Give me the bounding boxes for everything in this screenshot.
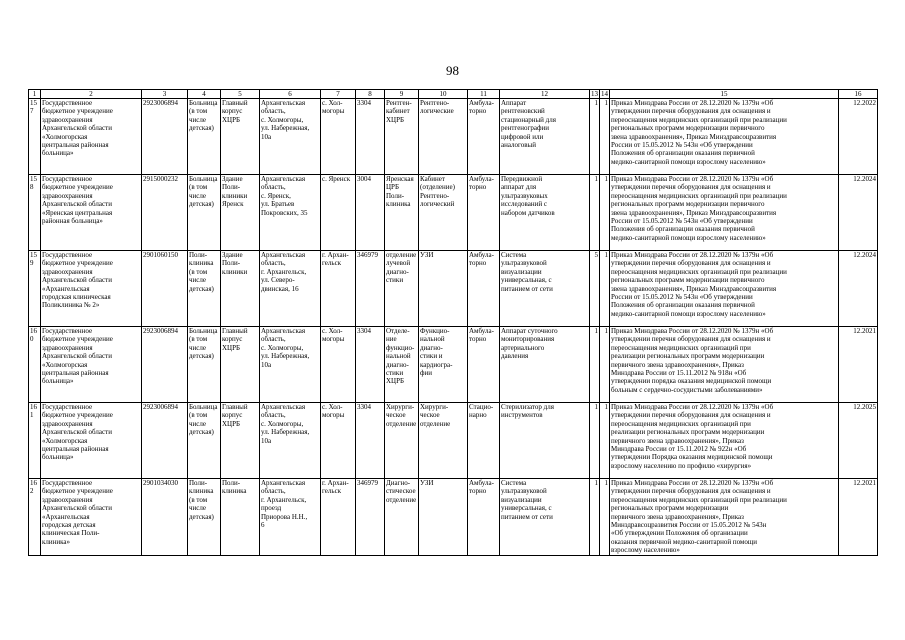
- row-number: 158: [29, 175, 41, 251]
- legal-basis: Приказ Минздрава России от 28.12.2020 № 1379н «Об утверждении перечня оборудования для оснащения и переоснащения медицинских организаций при реализации региональных программ модернизации первичного звена здравоохранения», Приказ Минздравсоцразвития России от 15.05.2012 № 543н «Об утверждении Положения об организации оказания первичной медико-санитарной помощи взрослому населению»: [610, 479, 839, 556]
- row-number: 157: [29, 99, 41, 175]
- care-conditions: Амбула- торно: [468, 479, 500, 556]
- organization-name: Государственное бюджетное учреждение здравоохранения Архангельской области «Холмогорская центральная районная больница»: [41, 99, 142, 175]
- organization-name: Государственное бюджетное учреждение здравоохранения Архангельской области «Архангельская городская детская клиническая Поли- клиника»: [41, 479, 142, 556]
- locality: с. Хол- могоры: [321, 403, 356, 479]
- quantity-a: 5: [590, 251, 600, 327]
- facility-type: Поли- клиника (в том числе детская): [188, 479, 221, 556]
- completion-date: 12.2024: [839, 251, 878, 327]
- equipment-name: Система ультразвуковой визуализации универсальная, с питанием от сети: [500, 479, 590, 556]
- address: Архангельская область, с. Холмогоры, ул. Набережная, 10а: [260, 327, 321, 403]
- department: Рентген- кабинет ХЦРБ: [385, 99, 419, 175]
- table-row: [29, 251, 878, 327]
- building-name: Здание Поли- клиники: [221, 251, 260, 327]
- column-number: 11: [468, 90, 500, 99]
- facility-type: Больница (в том числе детская): [188, 175, 221, 251]
- care-conditions: Амбула- торно: [468, 327, 500, 403]
- column-number: 5: [221, 90, 260, 99]
- column-number: 3: [142, 90, 188, 99]
- inn-code: 2923006894: [142, 403, 188, 479]
- table-row: [29, 403, 878, 479]
- column-number: 2: [41, 90, 142, 99]
- organization-name: Государственное бюджетное учреждение здравоохранения Архангельской области «Яренская центральная районная больница»: [41, 175, 142, 251]
- organization-name: Государственное бюджетное учреждение здравоохранения Архангельской области «Холмогорская центральная районная больница»: [41, 327, 142, 403]
- care-conditions: Амбула- торно: [468, 251, 500, 327]
- column-number: 7: [321, 90, 356, 99]
- equipment-name: Аппарат рентгеновский стационарный для рентгенографии цифровой или аналоговый: [500, 99, 590, 175]
- table-row: [29, 175, 878, 251]
- oktmo-code: 3304: [356, 99, 385, 175]
- table-rows: [29, 99, 878, 556]
- column-number: 1: [29, 90, 41, 99]
- equipment-name: Стерилизатор для инструментов: [500, 403, 590, 479]
- oktmo-code: 346979: [356, 479, 385, 556]
- building-name: Главный корпус ХЦРБ: [221, 403, 260, 479]
- quantity-b: 1: [600, 403, 610, 479]
- row-number: 160: [29, 327, 41, 403]
- quantity-b: 1: [600, 479, 610, 556]
- completion-date: 12.2022: [839, 99, 878, 175]
- quantity-a: 1: [590, 479, 600, 556]
- table-row: [29, 479, 878, 556]
- address: Архангельская область, с. Холмогоры, ул. Набережная, 10а: [260, 99, 321, 175]
- equipment-registry-table: [28, 89, 878, 556]
- completion-date: 12.2021: [839, 327, 878, 403]
- locality: г. Архан- гельск: [321, 251, 356, 327]
- legal-basis: Приказ Минздрава России от 28.12.2020 № 1379н «Об утверждении перечня оборудования для оснащения и переоснащения медицинских организаций при реализации региональных программ модернизации первичного звена здравоохранения», Приказ Минздравсоцразвития России от 15.05.2012 № 543н «Об утверждении Положения об организации оказания первичной медико-санитарной помощи взрослому населению»: [610, 251, 839, 327]
- equipment-name: Аппарат суточного мониторирования артериального давления: [500, 327, 590, 403]
- column-number: 9: [385, 90, 419, 99]
- row-number: 162: [29, 479, 41, 556]
- quantity-b: 1: [600, 175, 610, 251]
- quantity-b: 1: [600, 327, 610, 403]
- facility-type: Больница (в том числе детская): [188, 327, 221, 403]
- profile: Рентгено- логические: [419, 99, 468, 175]
- locality: с. Хол- могоры: [321, 99, 356, 175]
- care-conditions: Амбула- торно: [468, 99, 500, 175]
- address: Архангельская область, г. Архангельск, ул. Северо- двинская, 16: [260, 251, 321, 327]
- facility-type: Больница (в том числе детская): [188, 99, 221, 175]
- quantity-a: 1: [590, 175, 600, 251]
- oktmo-code: 3304: [356, 327, 385, 403]
- department: Яренская ЦРБ Поли- клиника: [385, 175, 419, 251]
- facility-type: Больница (в том числе детская): [188, 403, 221, 479]
- completion-date: 12.2024: [839, 175, 878, 251]
- profile: Хирурги- ческое отделение: [419, 403, 468, 479]
- building-name: Главный корпус ХЦРБ: [221, 327, 260, 403]
- legal-basis: Приказ Минздрава России от 28.12.2020 № 1379н «Об утверждении перечня оборудования для оснащения и переоснащения медицинских организаций при реализации региональных программ модернизации первичного звена здравоохранения», Приказ Минздрава России от 15.11.2012 № 922н «Об утверждении Порядка оказания медицинской помощи взрослому населению по профилю «хирургия»: [610, 403, 839, 479]
- column-number: 6: [260, 90, 321, 99]
- equipment-name: Система ультразвуковой визуализации универсальная, с питанием от сети: [500, 251, 590, 327]
- column-number: 10: [419, 90, 468, 99]
- profile: Функцио- нальной диагно- стики и кардиогра- фии: [419, 327, 468, 403]
- row-number: 159: [29, 251, 41, 327]
- organization-name: Государственное бюджетное учреждение здравоохранения Архангельской области «Холмогорская центральная районная больница»: [41, 403, 142, 479]
- locality: с. Хол- могоры: [321, 327, 356, 403]
- quantity-a: 1: [590, 403, 600, 479]
- oktmo-code: 3304: [356, 403, 385, 479]
- legal-basis: Приказ Минздрава России от 28.12.2020 № 1379н «Об утверждении перечня оборудования для оснащения и переоснащения медицинских организаций при реализации региональных программ модернизации первичного звена здравоохранения», Приказ Минздравсоцразвития России от 15.05.2012 № 543н «Об утверждении Положения об организации оказания первичной медико-санитарной помощи взрослому населению»: [610, 99, 839, 175]
- table-row: [29, 99, 878, 175]
- building-name: Здание Поли- клиники Яренск: [221, 175, 260, 251]
- locality: с. Яренск: [321, 175, 356, 251]
- inn-code: 2901034030: [142, 479, 188, 556]
- quantity-b: 1: [600, 99, 610, 175]
- equipment-name: Передвижной аппарат для ультразвуковых исследований с набором датчиков: [500, 175, 590, 251]
- table-row: [29, 327, 878, 403]
- building-name: Поли- клиника: [221, 479, 260, 556]
- care-conditions: Стацио- нарно: [468, 403, 500, 479]
- profile: Кабинет (отделение) Рентгено- логический: [419, 175, 468, 251]
- completion-date: 12.2025: [839, 403, 878, 479]
- column-number: 12: [500, 90, 590, 99]
- department: Отделе- ние функцио- нальной диагно- стики ХЦРБ: [385, 327, 419, 403]
- address: Архангельская область, с. Яренск, ул. Братьев Покровских, 35: [260, 175, 321, 251]
- legal-basis: Приказ Минздрава России от 28.12.2020 № 1379н «Об утверждении перечня оборудования для оснащения и переоснащения медицинских организаций при реализации региональных программ модернизации первичного звена здравоохранения», Приказ Минздравсоцразвития России от 15.05.2012 № 543н «Об утверждении Положения об организации оказания первичной медико-санитарной помощи взрослому населению»: [610, 175, 839, 251]
- column-number: 8: [356, 90, 385, 99]
- locality: г. Архан- гельск: [321, 479, 356, 556]
- legal-basis: Приказ Минздрава России от 28.12.2020 № 1379н «Об утверждении перечня оборудования для оснащения и переоснащения медицинских организаций при реализации региональных программ модернизации первичного звена здравоохранения», Приказ Минздрава России от 15.11.2012 № 918н «Об утверждении порядка оказания медицинской помощи больным с сердечно-сосудистыми заболеваниями»: [610, 327, 839, 403]
- inn-code: 2923006894: [142, 327, 188, 403]
- inn-code: 2915000232: [142, 175, 188, 251]
- completion-date: 12.2021: [839, 479, 878, 556]
- profile: УЗИ: [419, 251, 468, 327]
- page-number: 98: [446, 63, 459, 78]
- address: Архангельская область, с. Холмогоры, ул. Набережная, 10а: [260, 403, 321, 479]
- inn-code: 2923006894: [142, 99, 188, 175]
- column-number: 15: [610, 90, 839, 99]
- quantity-a: 1: [590, 99, 600, 175]
- column-number: 4: [188, 90, 221, 99]
- oktmo-code: 3004: [356, 175, 385, 251]
- facility-type: Поли- клиника (в том числе детская): [188, 251, 221, 327]
- department: Хирурги- ческое отделение: [385, 403, 419, 479]
- address: Архангельская область, г. Архангельск, проезд Приорова Н.Н., 6: [260, 479, 321, 556]
- inn-code: 2901060150: [142, 251, 188, 327]
- building-name: Главный корпус ХЦРБ: [221, 99, 260, 175]
- column-number: 14: [601, 90, 608, 98]
- column-number: 13: [591, 90, 598, 98]
- organization-name: Государственное бюджетное учреждение здравоохранения Архангельской области «Архангельская городская клиническая Поликлиника № 2»: [41, 251, 142, 327]
- department: отделение лучевой диагно- стики: [385, 251, 419, 327]
- column-number-row: [29, 90, 878, 99]
- quantity-a: 1: [590, 327, 600, 403]
- column-number: 16: [839, 90, 878, 99]
- care-conditions: Амбула- торно: [468, 175, 500, 251]
- oktmo-code: 346979: [356, 251, 385, 327]
- quantity-b: 1: [600, 251, 610, 327]
- row-number: 161: [29, 403, 41, 479]
- profile: УЗИ: [419, 479, 468, 556]
- department: Диагно- стическое отделение: [385, 479, 419, 556]
